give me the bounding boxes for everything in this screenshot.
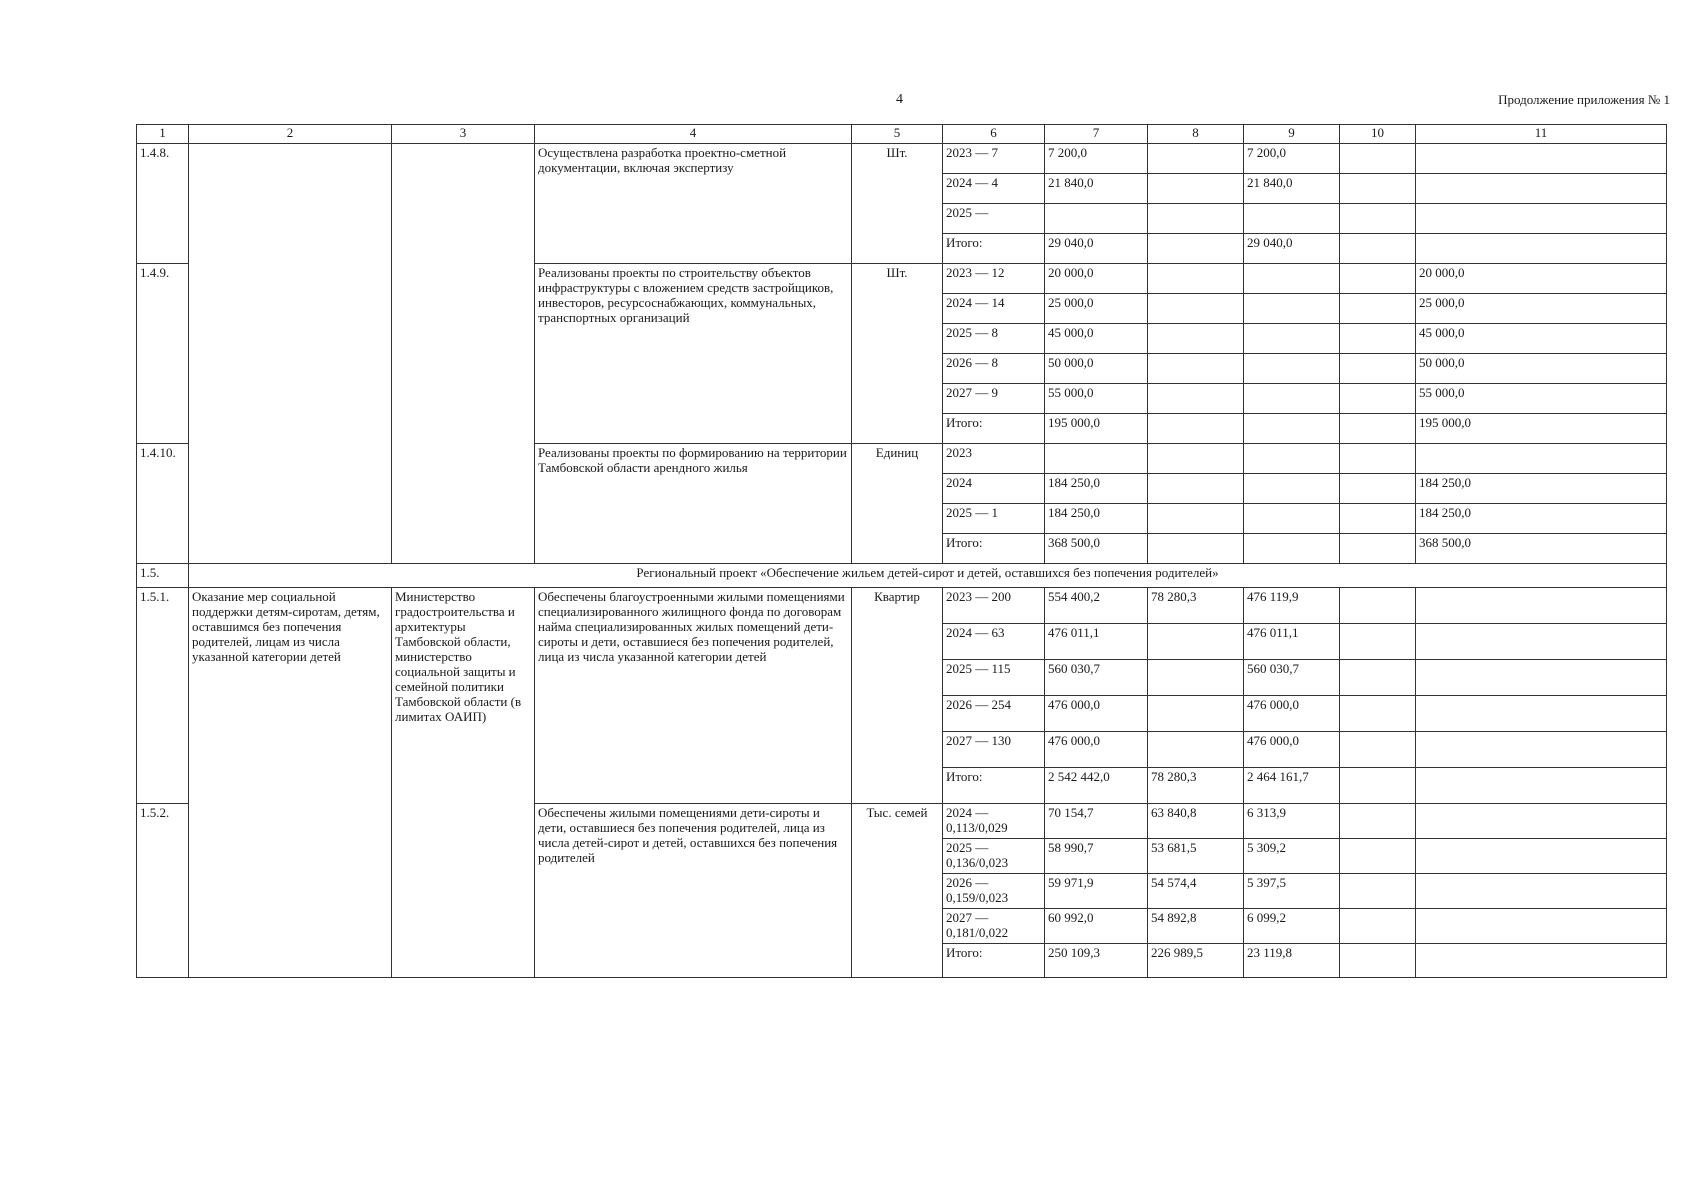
program-table	[136, 124, 1667, 978]
value-cell: 45 000,0	[1045, 324, 1148, 354]
column-header: 7	[1045, 125, 1148, 144]
unit-cell: Шт.	[852, 144, 943, 264]
year-cell: 2026 — 8	[943, 354, 1045, 384]
row-number: 1.5.2.	[137, 804, 189, 978]
section-title: Региональный проект «Обеспечение жильем детей-сирот и детей, оставшихся без попечения родителей»	[189, 564, 1667, 588]
value-cell	[1244, 474, 1340, 504]
value-cell: 54 892,8	[1148, 909, 1244, 944]
result-cell: Реализованы проекты по строительству объектов инфраструктуры с вложением средств застройщиков, инвесторов, ресурсоснабжающих, коммунальных, транспортных организаций	[535, 264, 852, 444]
value-cell: 368 500,0	[1045, 534, 1148, 564]
value-cell: 2 464 161,7	[1244, 768, 1340, 804]
year-cell: 2024 — 14	[943, 294, 1045, 324]
value-cell	[1244, 384, 1340, 414]
value-cell: 20 000,0	[1416, 264, 1667, 294]
value-cell	[1340, 444, 1416, 474]
value-cell	[1340, 204, 1416, 234]
value-cell	[1340, 504, 1416, 534]
value-cell	[1148, 384, 1244, 414]
value-cell	[1340, 264, 1416, 294]
value-cell: 50 000,0	[1416, 354, 1667, 384]
value-cell	[1148, 444, 1244, 474]
value-cell: 476 011,1	[1045, 624, 1148, 660]
value-cell: 50 000,0	[1045, 354, 1148, 384]
value-cell	[1340, 874, 1416, 909]
value-cell	[1244, 444, 1340, 474]
row-number: 1.4.10.	[137, 444, 189, 564]
column-header: 2	[189, 125, 392, 144]
value-cell	[1416, 444, 1667, 474]
unit-cell: Единиц	[852, 444, 943, 564]
year-cell: 2026 — 254	[943, 696, 1045, 732]
table-row	[137, 144, 1667, 174]
value-cell	[1416, 204, 1667, 234]
value-cell	[1340, 839, 1416, 874]
value-cell: 63 840,8	[1148, 804, 1244, 839]
value-cell: 58 990,7	[1045, 839, 1148, 874]
year-cell: Итого:	[943, 768, 1045, 804]
value-cell	[1416, 804, 1667, 839]
value-cell	[1416, 944, 1667, 978]
page-number: 4	[896, 92, 903, 107]
value-cell: 29 040,0	[1244, 234, 1340, 264]
value-cell: 6 313,9	[1244, 804, 1340, 839]
column-header: 11	[1416, 125, 1667, 144]
column-header: 1	[137, 125, 189, 144]
value-cell	[1416, 874, 1667, 909]
value-cell: 250 109,3	[1045, 944, 1148, 978]
year-cell: 2023 — 7	[943, 144, 1045, 174]
value-cell	[1340, 354, 1416, 384]
value-cell	[1416, 624, 1667, 660]
value-cell	[1148, 414, 1244, 444]
value-cell: 368 500,0	[1416, 534, 1667, 564]
value-cell	[1416, 660, 1667, 696]
section-row	[137, 564, 1667, 588]
value-cell: 54 574,4	[1148, 874, 1244, 909]
column-header: 10	[1340, 125, 1416, 144]
value-cell	[1416, 839, 1667, 874]
year-cell: 2024 — 63	[943, 624, 1045, 660]
value-cell	[1340, 144, 1416, 174]
value-cell: 195 000,0	[1416, 414, 1667, 444]
continuation-label: Продолжение приложения № 1	[1498, 92, 1670, 107]
column-header: 8	[1148, 125, 1244, 144]
year-cell: 2025 —	[943, 204, 1045, 234]
value-cell: 25 000,0	[1416, 294, 1667, 324]
value-cell	[1148, 696, 1244, 732]
value-cell: 476 000,0	[1045, 732, 1148, 768]
value-cell	[1148, 624, 1244, 660]
column-header: 9	[1244, 125, 1340, 144]
row-number: 1.4.9.	[137, 264, 189, 444]
value-cell: 53 681,5	[1148, 839, 1244, 874]
value-cell: 29 040,0	[1045, 234, 1148, 264]
value-cell	[1045, 204, 1148, 234]
value-cell: 2 542 442,0	[1045, 768, 1148, 804]
value-cell: 7 200,0	[1244, 144, 1340, 174]
measure-cell: Оказание мер социальной поддержки детям-сиротам, детям, оставшимся без попечения родителей, лицам из числа указанной категории детей	[189, 588, 392, 978]
result-cell: Обеспечены благоустроенными жилыми помещениями специализированного жилищного фонда по договорам найма специализированных жилых помещений дети-сироты и дети, оставшиеся без попечения родителей, лица из числа указанной категории детей	[535, 588, 852, 804]
value-cell	[1244, 504, 1340, 534]
year-cell: 2027 — 0,181/0,022	[943, 909, 1045, 944]
value-cell: 560 030,7	[1045, 660, 1148, 696]
row-number: 1.5.1.	[137, 588, 189, 804]
value-cell	[1244, 354, 1340, 384]
value-cell: 184 250,0	[1416, 474, 1667, 504]
value-cell	[1340, 324, 1416, 354]
year-cell: 2025 — 1	[943, 504, 1045, 534]
value-cell: 5 397,5	[1244, 874, 1340, 909]
value-cell	[1340, 174, 1416, 204]
year-cell: Итого:	[943, 414, 1045, 444]
column-header: 4	[535, 125, 852, 144]
value-cell	[1416, 909, 1667, 944]
value-cell	[1148, 354, 1244, 384]
value-cell	[1416, 174, 1667, 204]
value-cell	[1340, 384, 1416, 414]
value-cell	[1148, 204, 1244, 234]
value-cell	[1340, 696, 1416, 732]
value-cell	[1148, 732, 1244, 768]
table-row	[137, 588, 1667, 624]
year-cell: Итого:	[943, 944, 1045, 978]
year-cell: Итого:	[943, 234, 1045, 264]
value-cell	[1340, 588, 1416, 624]
value-cell: 184 250,0	[1045, 504, 1148, 534]
value-cell: 476 119,9	[1244, 588, 1340, 624]
year-cell: 2024 — 0,113/0,029	[943, 804, 1045, 839]
value-cell	[1148, 264, 1244, 294]
value-cell	[1340, 474, 1416, 504]
value-cell	[1148, 294, 1244, 324]
executor-cell	[392, 144, 535, 564]
year-cell: 2023	[943, 444, 1045, 474]
value-cell: 184 250,0	[1416, 504, 1667, 534]
value-cell	[1244, 264, 1340, 294]
unit-cell: Тыс. семей	[852, 804, 943, 978]
value-cell	[1340, 234, 1416, 264]
value-cell	[1416, 732, 1667, 768]
value-cell: 78 280,3	[1148, 588, 1244, 624]
value-cell	[1045, 444, 1148, 474]
result-cell: Обеспечены жилыми помещениями дети-сироты и дети, оставшиеся без попечения родителей, лица из числа детей-сирот и детей, оставшихся без попечения родителей	[535, 804, 852, 978]
value-cell	[1340, 294, 1416, 324]
value-cell: 226 989,5	[1148, 944, 1244, 978]
value-cell	[1148, 174, 1244, 204]
section-number: 1.5.	[137, 564, 189, 588]
value-cell: 55 000,0	[1045, 384, 1148, 414]
year-cell: 2025 — 0,136/0,023	[943, 839, 1045, 874]
year-cell: 2023 — 200	[943, 588, 1045, 624]
value-cell	[1340, 768, 1416, 804]
value-cell	[1340, 414, 1416, 444]
year-cell: 2027 — 9	[943, 384, 1045, 414]
unit-cell: Квартир	[852, 588, 943, 804]
value-cell	[1340, 624, 1416, 660]
value-cell: 184 250,0	[1045, 474, 1148, 504]
value-cell	[1416, 144, 1667, 174]
value-cell	[1148, 534, 1244, 564]
year-cell: 2024	[943, 474, 1045, 504]
value-cell: 21 840,0	[1244, 174, 1340, 204]
value-cell: 6 099,2	[1244, 909, 1340, 944]
value-cell	[1244, 294, 1340, 324]
value-cell: 70 154,7	[1045, 804, 1148, 839]
value-cell: 45 000,0	[1416, 324, 1667, 354]
year-cell: 2027 — 130	[943, 732, 1045, 768]
column-header: 6	[943, 125, 1045, 144]
value-cell: 7 200,0	[1045, 144, 1148, 174]
result-cell: Реализованы проекты по формированию на территории Тамбовской области арендного жилья	[535, 444, 852, 564]
result-cell: Осуществлена разработка проектно-сметной документации, включая экспертизу	[535, 144, 852, 264]
year-cell: 2024 — 4	[943, 174, 1045, 204]
value-cell: 560 030,7	[1244, 660, 1340, 696]
value-cell	[1416, 588, 1667, 624]
row-number: 1.4.8.	[137, 144, 189, 264]
value-cell: 195 000,0	[1045, 414, 1148, 444]
value-cell: 21 840,0	[1045, 174, 1148, 204]
column-header: 5	[852, 125, 943, 144]
value-cell	[1244, 414, 1340, 444]
value-cell	[1416, 696, 1667, 732]
column-header: 3	[392, 125, 535, 144]
value-cell	[1340, 660, 1416, 696]
executor-cell: Министерство градостроительства и архитектуры Тамбовской области, министерство социальной защиты и семейной политики Тамбовской области (в лимитах ОАИП)	[392, 588, 535, 978]
value-cell	[1148, 234, 1244, 264]
value-cell: 55 000,0	[1416, 384, 1667, 414]
unit-cell: Шт.	[852, 264, 943, 444]
value-cell: 20 000,0	[1045, 264, 1148, 294]
value-cell	[1244, 534, 1340, 564]
column-number-row	[137, 125, 1667, 144]
value-cell	[1340, 534, 1416, 564]
value-cell	[1148, 660, 1244, 696]
value-cell: 78 280,3	[1148, 768, 1244, 804]
year-cell: Итого:	[943, 534, 1045, 564]
value-cell: 476 000,0	[1244, 696, 1340, 732]
value-cell: 60 992,0	[1045, 909, 1148, 944]
value-cell: 23 119,8	[1244, 944, 1340, 978]
value-cell	[1148, 504, 1244, 534]
value-cell: 25 000,0	[1045, 294, 1148, 324]
value-cell	[1148, 144, 1244, 174]
year-cell: 2025 — 115	[943, 660, 1045, 696]
value-cell	[1340, 804, 1416, 839]
value-cell	[1244, 324, 1340, 354]
value-cell: 476 000,0	[1244, 732, 1340, 768]
year-cell: 2025 — 8	[943, 324, 1045, 354]
value-cell	[1416, 768, 1667, 804]
value-cell	[1244, 204, 1340, 234]
value-cell: 59 971,9	[1045, 874, 1148, 909]
value-cell	[1340, 732, 1416, 768]
value-cell	[1148, 324, 1244, 354]
year-cell: 2023 — 12	[943, 264, 1045, 294]
value-cell	[1340, 944, 1416, 978]
value-cell	[1148, 474, 1244, 504]
value-cell	[1416, 234, 1667, 264]
value-cell: 476 011,1	[1244, 624, 1340, 660]
year-cell: 2026 — 0,159/0,023	[943, 874, 1045, 909]
value-cell: 554 400,2	[1045, 588, 1148, 624]
value-cell: 476 000,0	[1045, 696, 1148, 732]
value-cell: 5 309,2	[1244, 839, 1340, 874]
value-cell	[1340, 909, 1416, 944]
measure-cell	[189, 144, 392, 564]
